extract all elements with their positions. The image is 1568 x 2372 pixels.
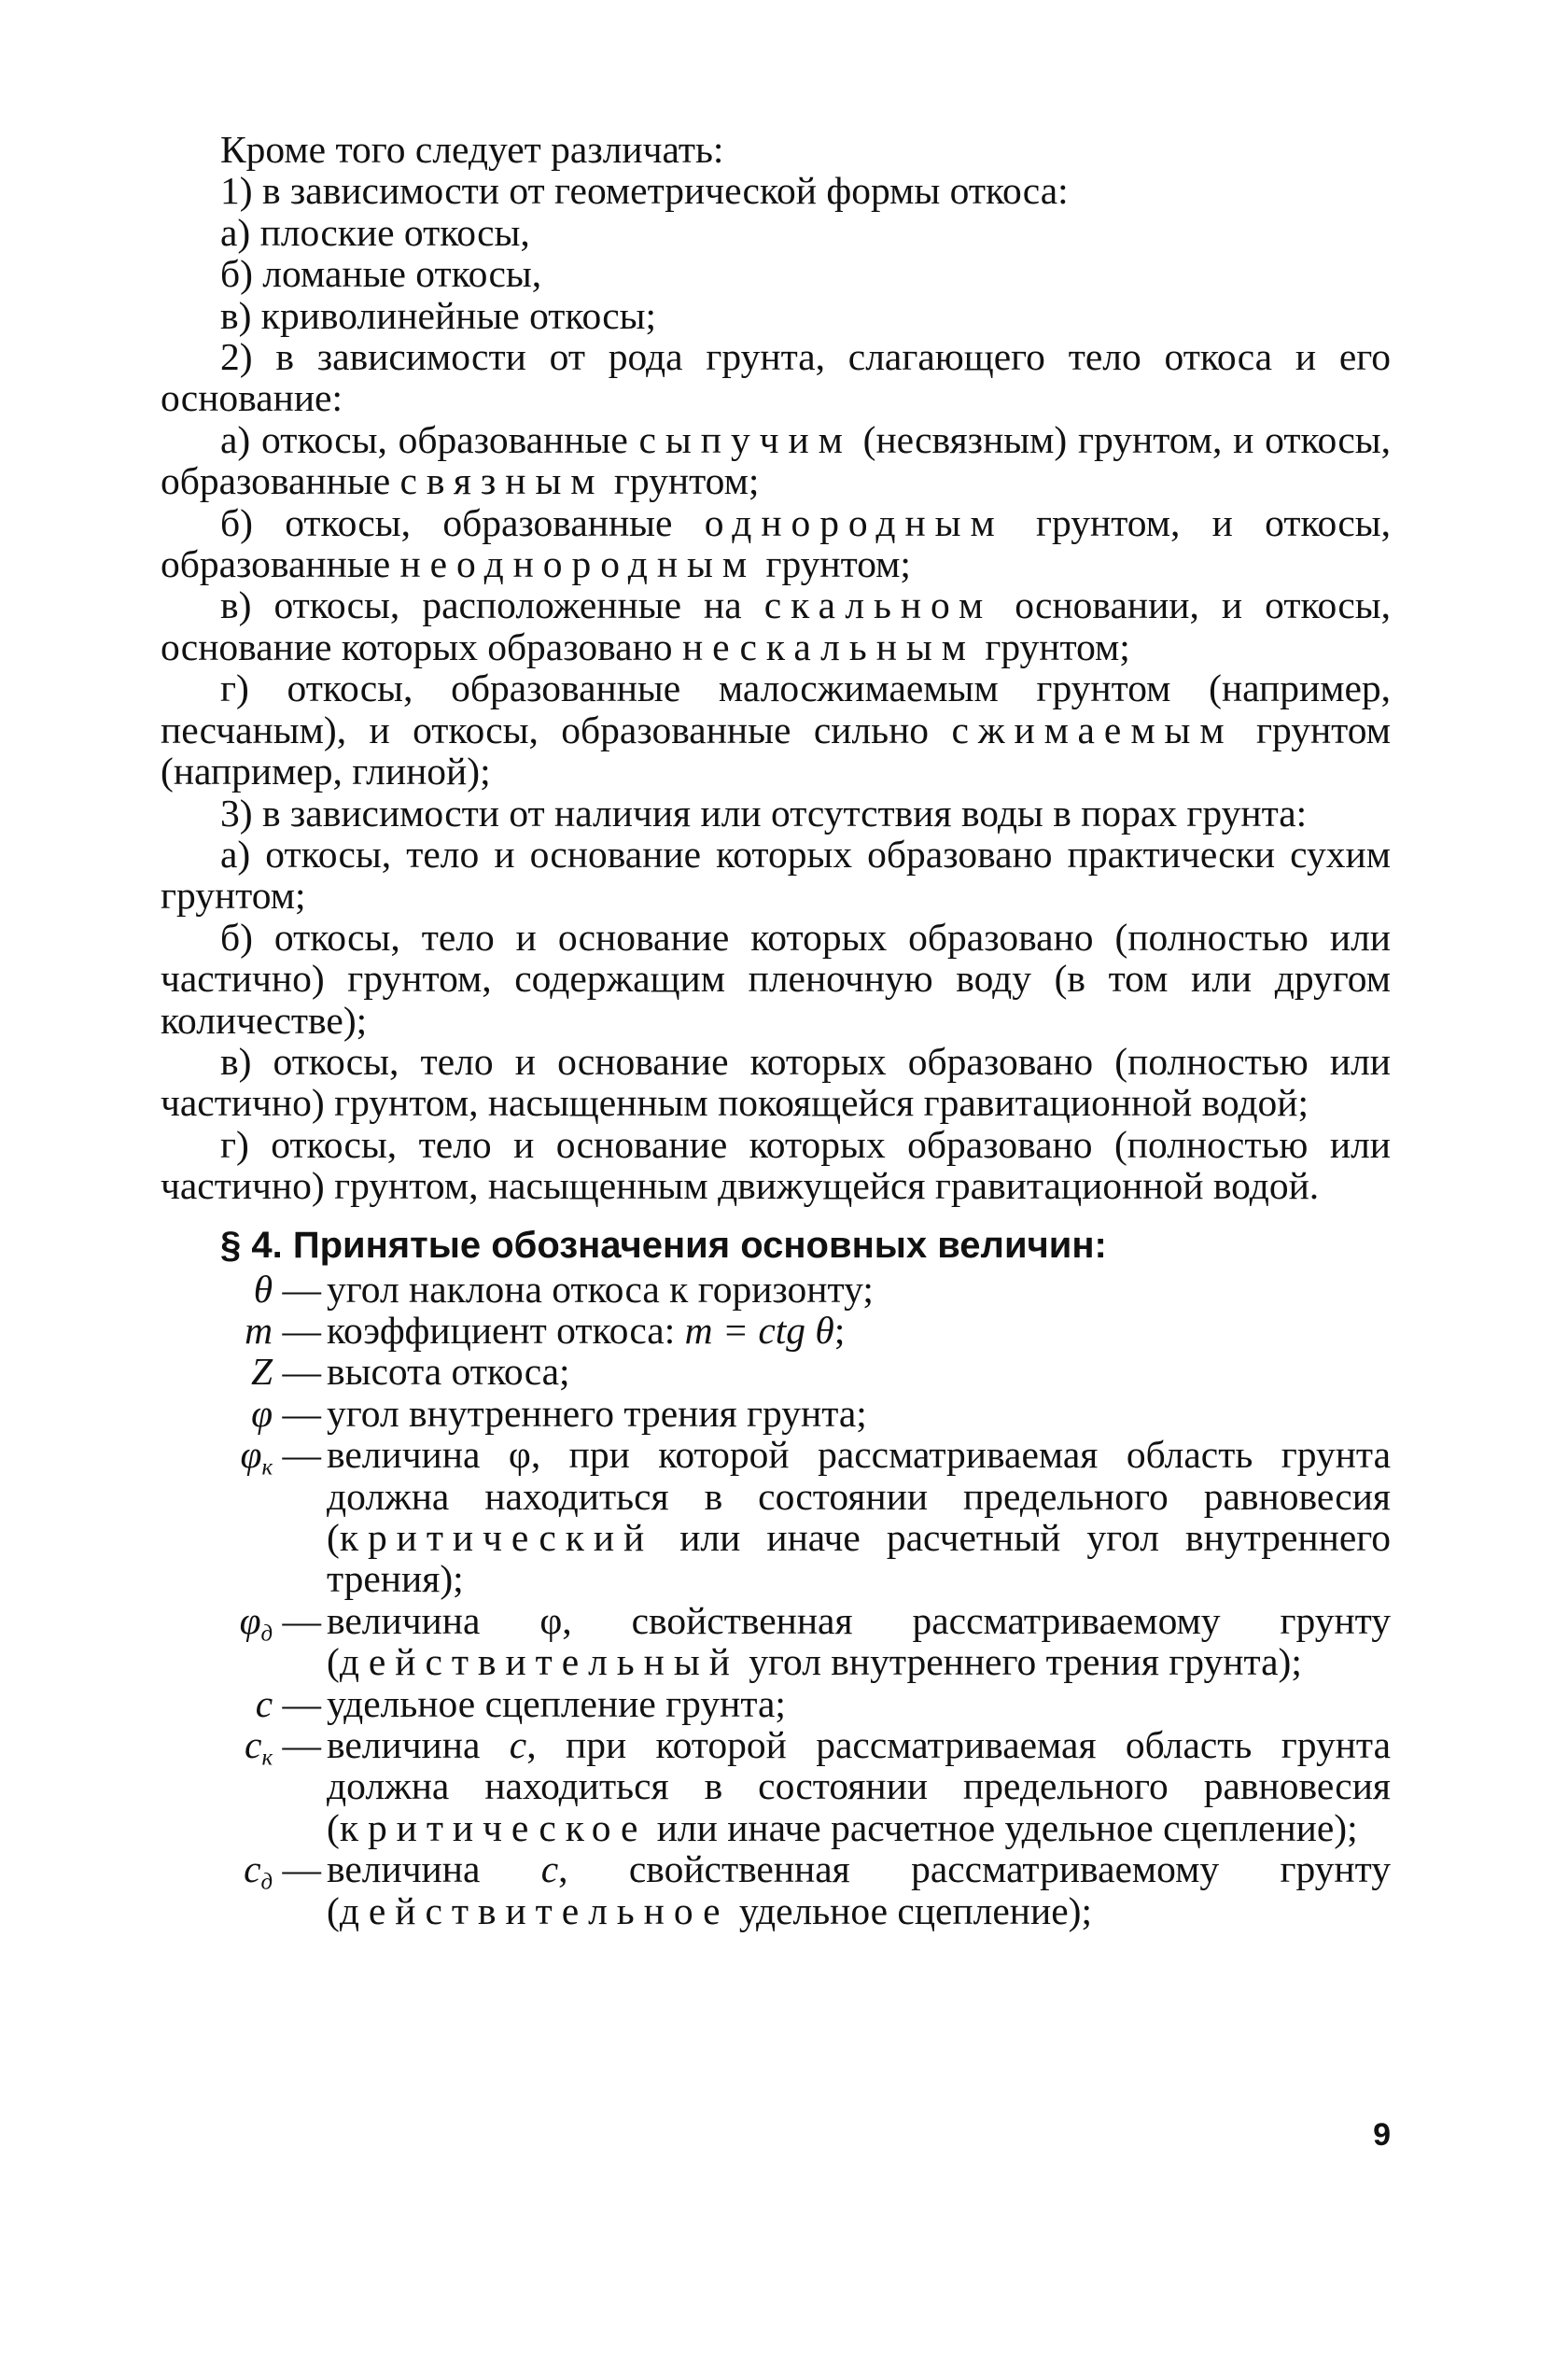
list-1-item-c: в) криволинейные откосы;	[220, 293, 657, 337]
spaced-term: связным	[399, 459, 605, 503]
definition-c	[161, 1683, 1391, 1724]
definition-text: высота откоса;	[327, 1350, 570, 1394]
definition-phi-k	[161, 1434, 1391, 1600]
list-2-item-c: в) откосы, расположенные на скальном основании, и откосы, основание которых образовано нескальным грунтом;	[161, 583, 1391, 668]
list-2-item-d: г) откосы, образованные малосжимаемым грунтом (например, песчаным), и откосы, образованные сильно сжимаемым грунтом (например, глиной);	[161, 667, 1391, 793]
definition-symbol: φ —	[251, 1391, 321, 1435]
definition-m	[161, 1310, 1391, 1351]
formula: m = ctg θ	[684, 1308, 834, 1352]
page-number: 9	[1373, 2117, 1391, 2153]
spaced-term: сыпучим	[638, 417, 852, 461]
spaced-term: неоднородным	[399, 542, 757, 586]
list-2-item-b: б) откосы, образованные однородным грунтом, и откосы, образованные неоднородным грунтом;	[161, 500, 1391, 586]
spaced-term: однородным	[704, 500, 1004, 544]
definition-symbol: $c_к$ —	[245, 1723, 321, 1771]
definition-c-k	[161, 1724, 1391, 1848]
list-3-item-b: б) откосы, тело и основание которых образовано (полностью или частично) грунтом, содержащим пленочную воду (в том или другом количестве);	[161, 915, 1391, 1042]
definition-text: величина φ, свойственная рассматриваемому грунту (действительный угол внутреннего трения грунта);	[327, 1598, 1391, 1684]
page-body	[161, 129, 1391, 1931]
definition-text: величина φ, при которой рассматриваемая область грунта должна находиться в состоянии предельного равновесия (критический или иначе расчетный угол внутреннего трения);	[327, 1433, 1391, 1601]
list-2-item-a: а) откосы, образованные сыпучим (несвязным) грунтом, и откосы, образованные связным грунтом;	[161, 417, 1392, 503]
list-3-item-a: а) откосы, тело и основание которых образовано практически сухим грунтом;	[161, 832, 1391, 918]
spaced-term: скальном	[763, 583, 993, 627]
definition-symbol: m —	[245, 1308, 321, 1352]
spaced-term: действительное	[339, 1888, 730, 1932]
definition-symbol: Z —	[251, 1350, 321, 1394]
definition-phi-d	[161, 1600, 1391, 1683]
definition-symbol: $c_д$ —	[244, 1847, 321, 1895]
definition-symbol: c —	[255, 1681, 321, 1725]
definition-theta	[161, 1269, 1391, 1310]
definition-c-d	[161, 1848, 1391, 1931]
list-2-heading: 2) в зависимости от рода грунта, слагающего тело откоса и его основание:	[161, 335, 1391, 420]
list-3-heading: 3) в зависимости от наличия или отсутствия воды в порах грунта:	[220, 791, 1308, 835]
definition-symbol: θ —	[253, 1267, 321, 1311]
definition-symbol: $\varphi_д$ —	[239, 1598, 321, 1647]
spaced-term: критический	[339, 1516, 654, 1559]
definition-text: удельное сцепление грунта;	[327, 1681, 786, 1725]
spaced-term: действительный	[339, 1640, 739, 1684]
definition-text: величина c, при которой рассматриваемая область грунта должна находиться в состоянии предельного равновесия (критическое или иначе расчетное удельное сцепление);	[327, 1723, 1391, 1849]
definition-text: коэффициент откоса: m = ctg θ;	[327, 1308, 846, 1352]
definition-text: угол наклона откоса к горизонту;	[327, 1267, 874, 1311]
list-1-item-a: а) плоские откосы,	[220, 210, 530, 254]
list-3-item-c: в) откосы, тело и основание которых образовано (полностью или частично) грунтом, насыщенным покоящейся гравитационной водой;	[161, 1039, 1391, 1125]
definition-phi	[161, 1393, 1391, 1434]
list-1-heading: 1) в зависимости от геометрической формы откоса:	[220, 169, 1069, 213]
definition-symbol: $\varphi_к$ —	[240, 1433, 321, 1481]
spaced-term: сжимаемым	[951, 708, 1234, 751]
definition-text: величина c, свойственная рассматриваемому грунту (действительное удельное сцепление);	[327, 1847, 1391, 1932]
spaced-term: критическое	[339, 1805, 648, 1849]
section-heading: § 4. Принятые обозначения основных величин:	[220, 1224, 1107, 1266]
spaced-term: нескальным	[681, 625, 975, 668]
definition-text: угол внутреннего трения грунта;	[327, 1391, 867, 1435]
list-3-item-d: г) откосы, тело и основание которых образовано (полностью или частично) грунтом, насыщенным движущейся гравитационной водой.	[161, 1122, 1391, 1208]
definition-z	[161, 1351, 1391, 1392]
intro-paragraph: Кроме того следует различать:	[220, 128, 724, 171]
list-1-item-b: б) ломаные откосы,	[220, 252, 542, 296]
